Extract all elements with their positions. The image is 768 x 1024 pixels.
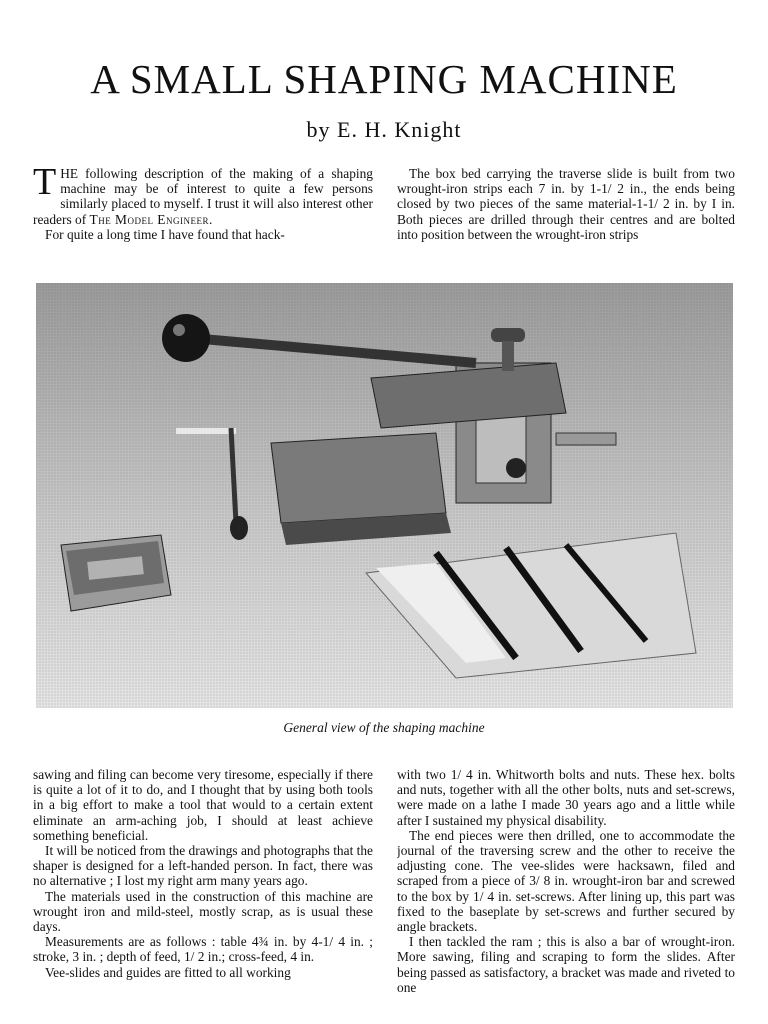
- column-left-top: [33, 166, 373, 256]
- paragraph: The materials used in the construction of this machine are wrought iron and mild-steel, mostly scrap, as is usual these days.: [33, 888, 373, 935]
- paragraph: with two 1/ 4 in. Whitworth bolts and nuts. These hex. bolts and nuts, together with all the other bolts, nuts and set-screws, were made on a lathe I made 30 years ago and a little while after I sustained my physical disability.: [397, 767, 735, 828]
- column-right-top: [397, 166, 735, 256]
- article-title: A SMALL SHAPING MACHINE: [90, 56, 678, 102]
- column-left-bottom: [33, 767, 373, 1024]
- intro-text-start: HE following description of the making of a shaping machine may be of interest to quite a few persons similarly placed to myself. I trust it will also interest other readers of: [33, 166, 373, 227]
- figure-caption: General view of the shaping machine: [283, 720, 485, 735]
- paragraph: I then tackled the ram ; this is also a bar of wrought-iron. More sawing, filing and scraping to form the slides. After being passed as satisfactory, a bracket was made and riveted to one: [397, 934, 735, 995]
- drop-cap: T: [33, 166, 57, 203]
- column-right-bottom: [397, 767, 735, 1024]
- intro-text-end: .: [208, 211, 213, 227]
- intro-paragraph: [33, 166, 373, 227]
- shaping-machine-photo: [36, 283, 733, 708]
- article-byline: by E. H. Knight: [306, 117, 462, 142]
- paragraph: Measurements are as follows : table 4¾ in. by 4-1/ 4 in. ; stroke, 3 in. ; depth of feed, 1/ 2 in.; cross-feed, 4 in.: [33, 934, 373, 965]
- paragraph: The end pieces were then drilled, one to accommodate the journal of the traversing screw and the other to receive the adjusting cone. The vee-slides were hacksawn, filed and scraped from a piece of 3/ 8 in. wrought-iron bar and screwed to the box by 1/ 4 in. set-screws. After lining up, this part was fixed to the baseplate by set-screws and further secured by angle brackets.: [397, 827, 735, 935]
- paragraph: The box bed carrying the traverse slide is built from two wrought-iron strips each 7 in. by 1-1/ 2 in., the ends being closed by two pieces of the same material-1-1/ 2 in. by I in. Both pieces are drilled through their centres and are bolted into position between the wrought-iron strips: [397, 166, 735, 242]
- paragraph: For quite a long time I have found that hack-: [45, 226, 285, 242]
- magazine-name: The Model Engineer: [89, 211, 209, 227]
- paragraph: sawing and filing can become very tiresome, especially if there is quite a lot of it to do, and I thought that by using both tools in a big effort to make a tool that would to a certain extent eliminate an arm-aching job, I should at least achieve something beneficial.: [33, 767, 373, 843]
- paragraph: Vee-slides and guides are fitted to all working: [45, 964, 291, 980]
- paragraph: It will be noticed from the drawings and photographs that the shaper is designed for a left-handed person. In fact, there was no alternative ; I lost my right arm many years ago.: [33, 843, 373, 889]
